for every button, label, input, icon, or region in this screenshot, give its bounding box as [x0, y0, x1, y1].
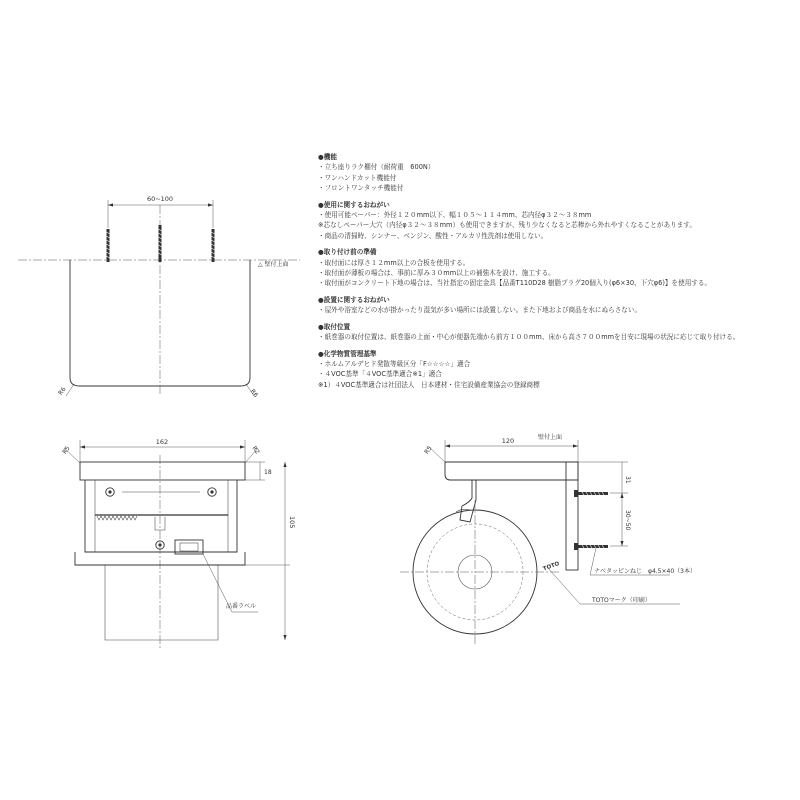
- dim-height: 105: [288, 516, 296, 529]
- note-line: ・取付面には厚さ１２mm以上の合板を使用する。: [318, 258, 470, 267]
- side-view: [400, 433, 696, 645]
- screw-head-icon: [106, 488, 114, 496]
- dim-screw-spacing: 60~100: [146, 195, 174, 203]
- screw-icon: [574, 543, 608, 550]
- note-line: ・使用可能ペーパー：外径１２０mm以下、幅１０５～１１４mm、芯内径φ３２～３８mm: [318, 211, 592, 220]
- note-line: ・取付面が薄板の場合は、事前に厚み３０mm以上の補強木を設け、施工する。: [318, 269, 555, 278]
- note-line: ・ワンハンドカット機能付: [318, 173, 397, 182]
- usage-title: ●使用に関するおねがい: [318, 200, 390, 209]
- screw-icon: [211, 229, 215, 262]
- note-line: ・フロントワンタッチ機能付: [318, 184, 404, 193]
- label-r-left: R6: [57, 385, 68, 397]
- screw-icon: [106, 229, 110, 262]
- label-screw: ナベタッピンねじ φ4.5×40（3本）: [594, 568, 696, 575]
- label-r-right: R6: [248, 388, 260, 399]
- front-view: [61, 438, 296, 650]
- note-line: ・屋外や浴室などの水が掛かったり湿気が多い場所には設置しない。また下地および商品を水にぬらさない。: [318, 306, 642, 315]
- label-r: R5: [423, 445, 434, 456]
- dim-shelf: 18: [264, 469, 272, 476]
- dim-range: 30~50: [624, 510, 631, 531]
- prep-title: ●取り付け前の準備: [318, 248, 377, 257]
- label-toto-mark: TOTOマーク（印刷）: [592, 597, 651, 604]
- toto-logo: TOTO: [542, 561, 561, 573]
- label-product-label: 品番ラベル: [226, 603, 257, 610]
- chem-title: ●化学物質管理基準: [318, 349, 377, 358]
- label-r-left: R5: [61, 445, 72, 456]
- dim-top: 31: [624, 476, 631, 484]
- install-title: ●設置に関するおねがい: [318, 295, 390, 304]
- screw-icon: [574, 490, 608, 497]
- screw-icon: [158, 225, 162, 262]
- screw-head-icon: [208, 488, 216, 496]
- note-line: ・取付面がコンクリート下地の場合は、当社指定の固定金具【品番T110D28 樹脂プラグ20個入り(φ6×30、下穴φ6)】を使用する。: [318, 279, 712, 288]
- note-line: ※芯なしペーパー大穴（内径φ３２～３８mm）も使用できますが、残り少なくなると芯棒から外れやすくなることがあります。: [318, 221, 696, 230]
- note-line: ・４VOC基準「４VOC基準適合※1」適合: [318, 370, 442, 379]
- label-wall-reference: △ 壁付上面: [258, 261, 289, 268]
- note-line: ※1）４VOC基準適合は社団法人 日本建材・住宅設備産業協会の登録商標: [318, 380, 540, 389]
- label-wall-reference: 壁付上面: [538, 434, 563, 441]
- top-view: [18, 195, 300, 399]
- note-line: ・立ち座りラク棚付（耐荷重 600N）: [318, 163, 435, 172]
- note-line: ・商品の清掃時、シンナー、ベンジン、酸性・アルカリ性洗剤は使用しない。: [318, 231, 548, 240]
- features-title: ●機能: [318, 153, 337, 161]
- dim-depth: 120: [501, 437, 515, 445]
- specification-notes: [318, 152, 798, 390]
- position-title: ●取付位置: [318, 322, 351, 331]
- note-line: ・ホルムアルデヒド発散等級区分「F☆☆☆☆」適合: [318, 359, 471, 368]
- dim-width: 162: [155, 438, 169, 446]
- label-r-right: R2: [250, 445, 261, 456]
- note-line: ・紙巻器の取付位置は、紙巻器の上面・中心が便器先端から前方１００mm、床から高さ７００mmを目安に現場の状況に応じて取り付ける。: [318, 333, 740, 342]
